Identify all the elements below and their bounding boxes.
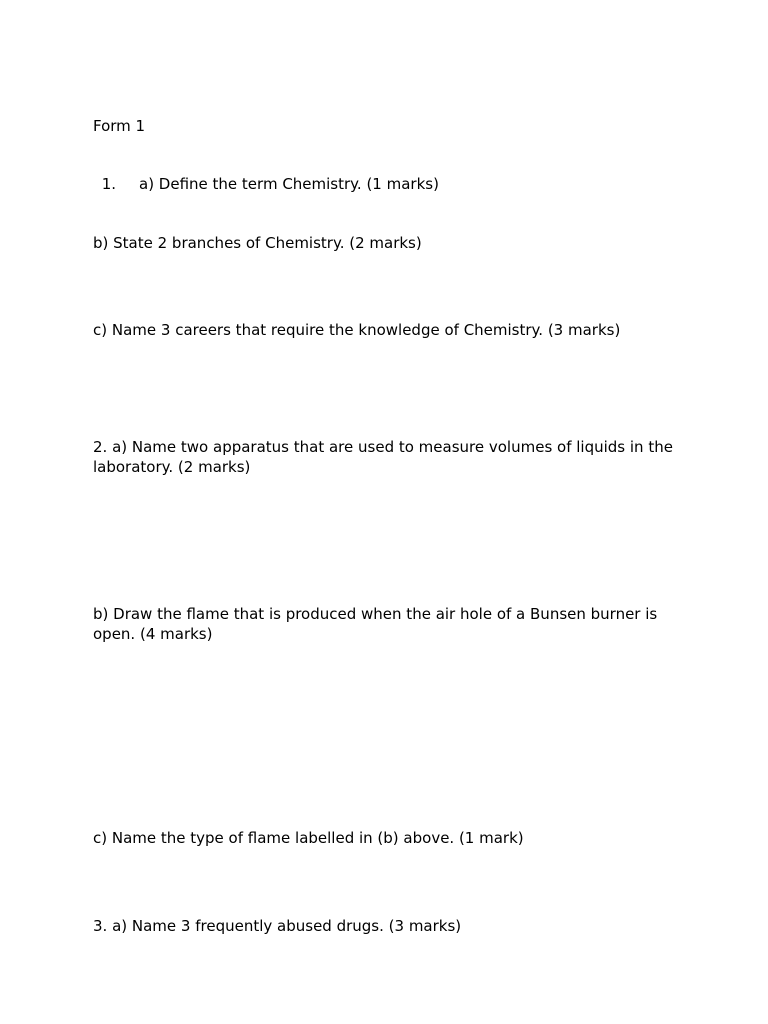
question-3a: 3. a) Name 3 frequently abused drugs. (3 marks) — [93, 917, 462, 935]
question-1b: b) State 2 branches of Chemistry. (2 marks) — [93, 234, 422, 252]
list-number: 1. — [101, 175, 116, 193]
question-2c: c) Name the type of flame labelled in (b) above. (1 mark) — [93, 829, 524, 847]
question-2a: 2. a) Name two apparatus that are used to measure volumes of liquids in the laboratory. (2 marks) — [93, 438, 673, 476]
document-heading: Form 1 — [93, 117, 146, 135]
question-2b: b) Draw the flame that is produced when the air hole of a Bunsen burner is open. (4 marks) — [93, 605, 658, 643]
question-1c: c) Name 3 careers that require the knowledge of Chemistry. (3 marks) — [93, 321, 621, 339]
question-1a — [93, 174, 673, 194]
question-1a-text: a) Define the term Chemistry. (1 marks) — [139, 175, 439, 193]
